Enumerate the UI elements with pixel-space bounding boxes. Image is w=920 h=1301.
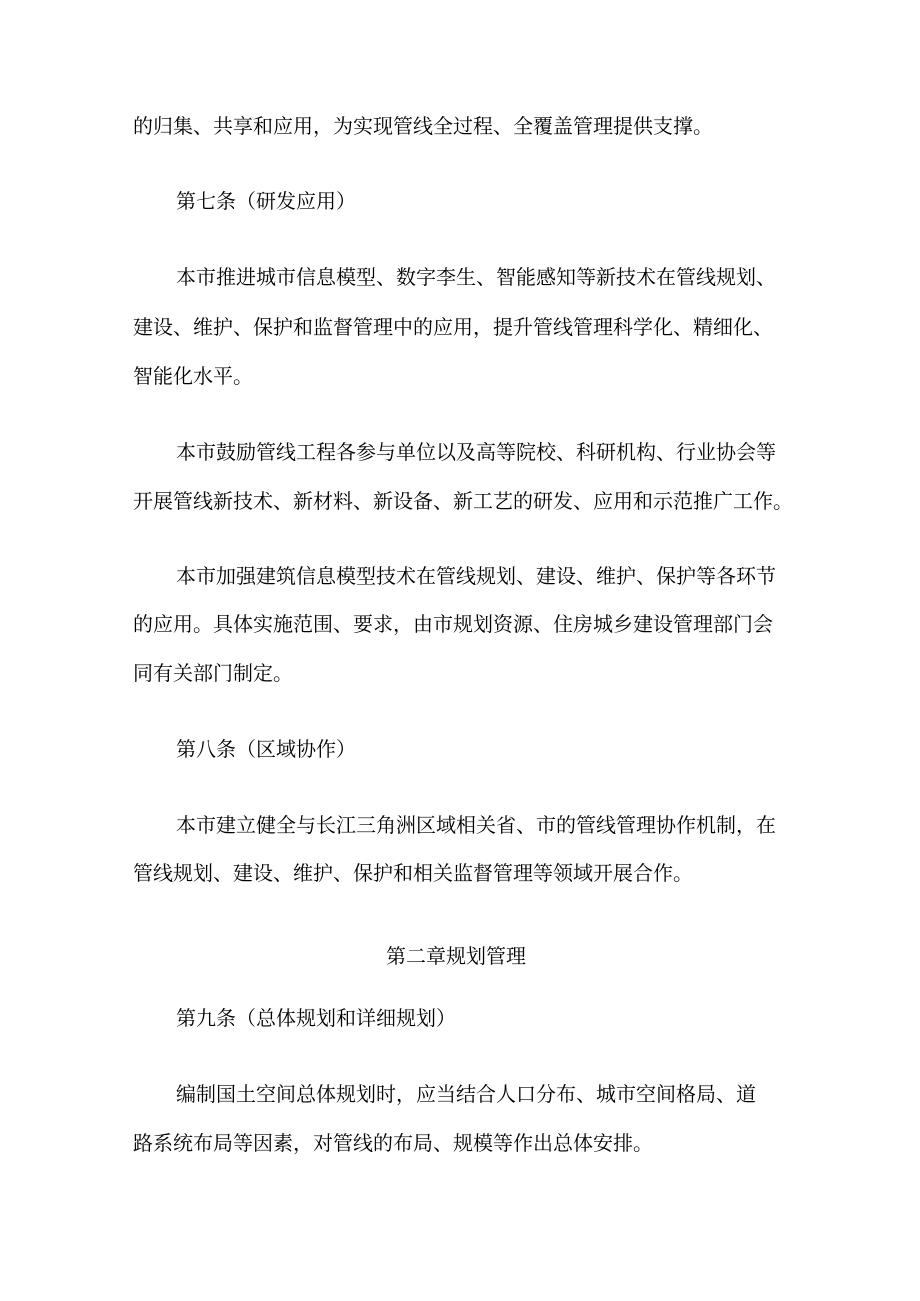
continuation-line: 的归集、共享和应用，为实现管线全过程、全覆盖管理提供支撑。 xyxy=(133,114,713,138)
article-7-p3-line2: 的应用。具体实施范围、要求，由市规划资源、住房城乡建设管理部门会 xyxy=(133,612,773,636)
article-7-p2-line1: 本市鼓励管线工程各参与单位以及高等院校、科研机构、行业协会等 xyxy=(176,440,776,464)
article-7-p2-line2: 开展管线新技术、新材料、新设备、新工艺的研发、应用和示范推广工作。 xyxy=(133,489,793,513)
article-9-p1-line1: 编制国土空间总体规划时，应当结合人口分布、城市空间格局、道 xyxy=(176,1082,756,1106)
article-7-p1-line1: 本市推进城市信息模型、数字李生、智能感知等新技术在管线规划、 xyxy=(176,265,776,289)
article-8-p1-line2: 管线规划、建设、维护、保护和相关监督管理等领域开展合作。 xyxy=(133,861,693,885)
article-7-p1-line2: 建设、维护、保护和监督管理中的应用，提升管线管理科学化、精细化、 xyxy=(133,315,773,339)
article-7-p1-line3: 智能化水平。 xyxy=(133,364,253,388)
article-7-heading: 第七条（研发应用） xyxy=(176,189,356,213)
article-8-p1-line1: 本市建立健全与长江三角洲区域相关省、市的管线管理协作机制，在 xyxy=(176,813,776,837)
article-9-heading: 第九条（总体规划和详细规划） xyxy=(176,1006,456,1030)
article-7-p3-line3: 同有关部门制定。 xyxy=(133,661,293,685)
article-7-p3-line1: 本市加强建筑信息模型技术在管线规划、建设、维护、保护等各环节 xyxy=(176,564,776,588)
article-8-heading: 第八条（区域协作） xyxy=(176,737,356,761)
article-9-p1-line2: 路系统布局等因素，对管线的布局、规模等作出总体安排。 xyxy=(133,1131,653,1155)
chapter-2-title: 第二章规划管理 xyxy=(386,944,526,968)
